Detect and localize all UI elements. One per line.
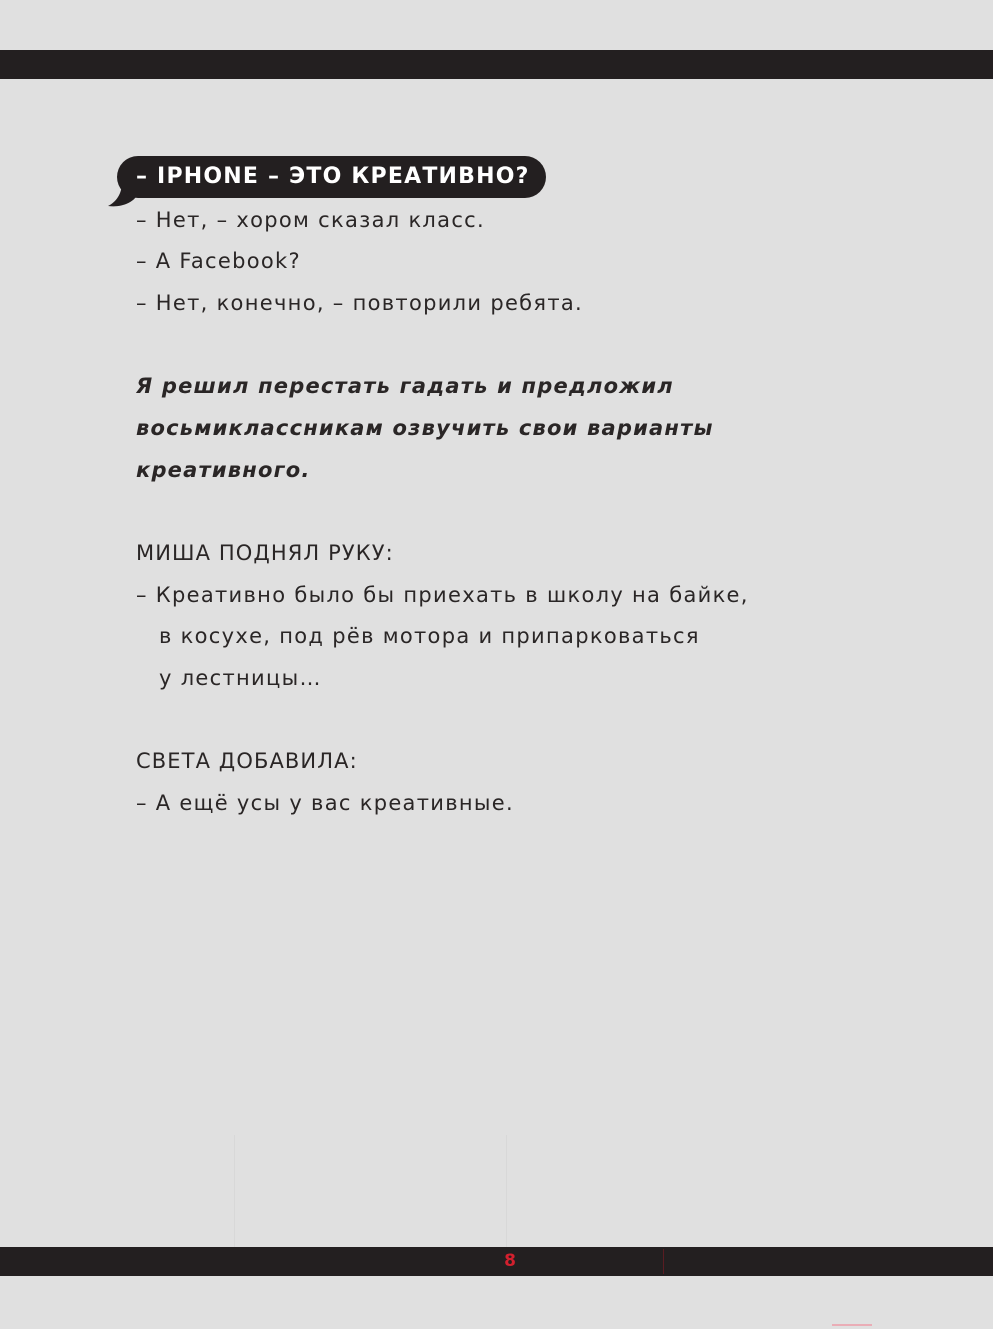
narration-line: Я решил перестать гадать и предложил	[136, 374, 674, 398]
top-band	[0, 50, 993, 79]
narration-line: восьмиклассникам озвучить свои варианты	[136, 416, 714, 440]
sveta-heading: СВЕТА ДОБАВИЛА:	[136, 749, 358, 773]
guide-line	[234, 1135, 235, 1247]
speech-bubble-heading: – IPHONE – ЭТО КРЕАТИВНО?	[117, 156, 546, 198]
dialogue-line: – Нет, конечно, – повторили ребята.	[136, 291, 584, 315]
footer-divider	[663, 1249, 664, 1274]
dialogue-line: – А Facebook?	[136, 249, 301, 273]
misha-line: – Креативно было бы приехать в школу на байке,	[136, 583, 749, 607]
misha-heading: МИША ПОДНЯЛ РУКУ:	[136, 541, 394, 565]
guide-line	[506, 1135, 507, 1247]
sveta-line: – А ещё усы у вас креативные.	[136, 791, 514, 815]
page-number: 8	[504, 1251, 516, 1271]
narration-line: креативного.	[136, 458, 311, 482]
corner-mark	[832, 1324, 872, 1326]
misha-line: в косухе, под рёв мотора и припарковаться	[159, 624, 700, 648]
misha-line: у лестницы…	[159, 666, 322, 690]
dialogue-line: – Нет, – хором сказал класс.	[136, 208, 485, 232]
